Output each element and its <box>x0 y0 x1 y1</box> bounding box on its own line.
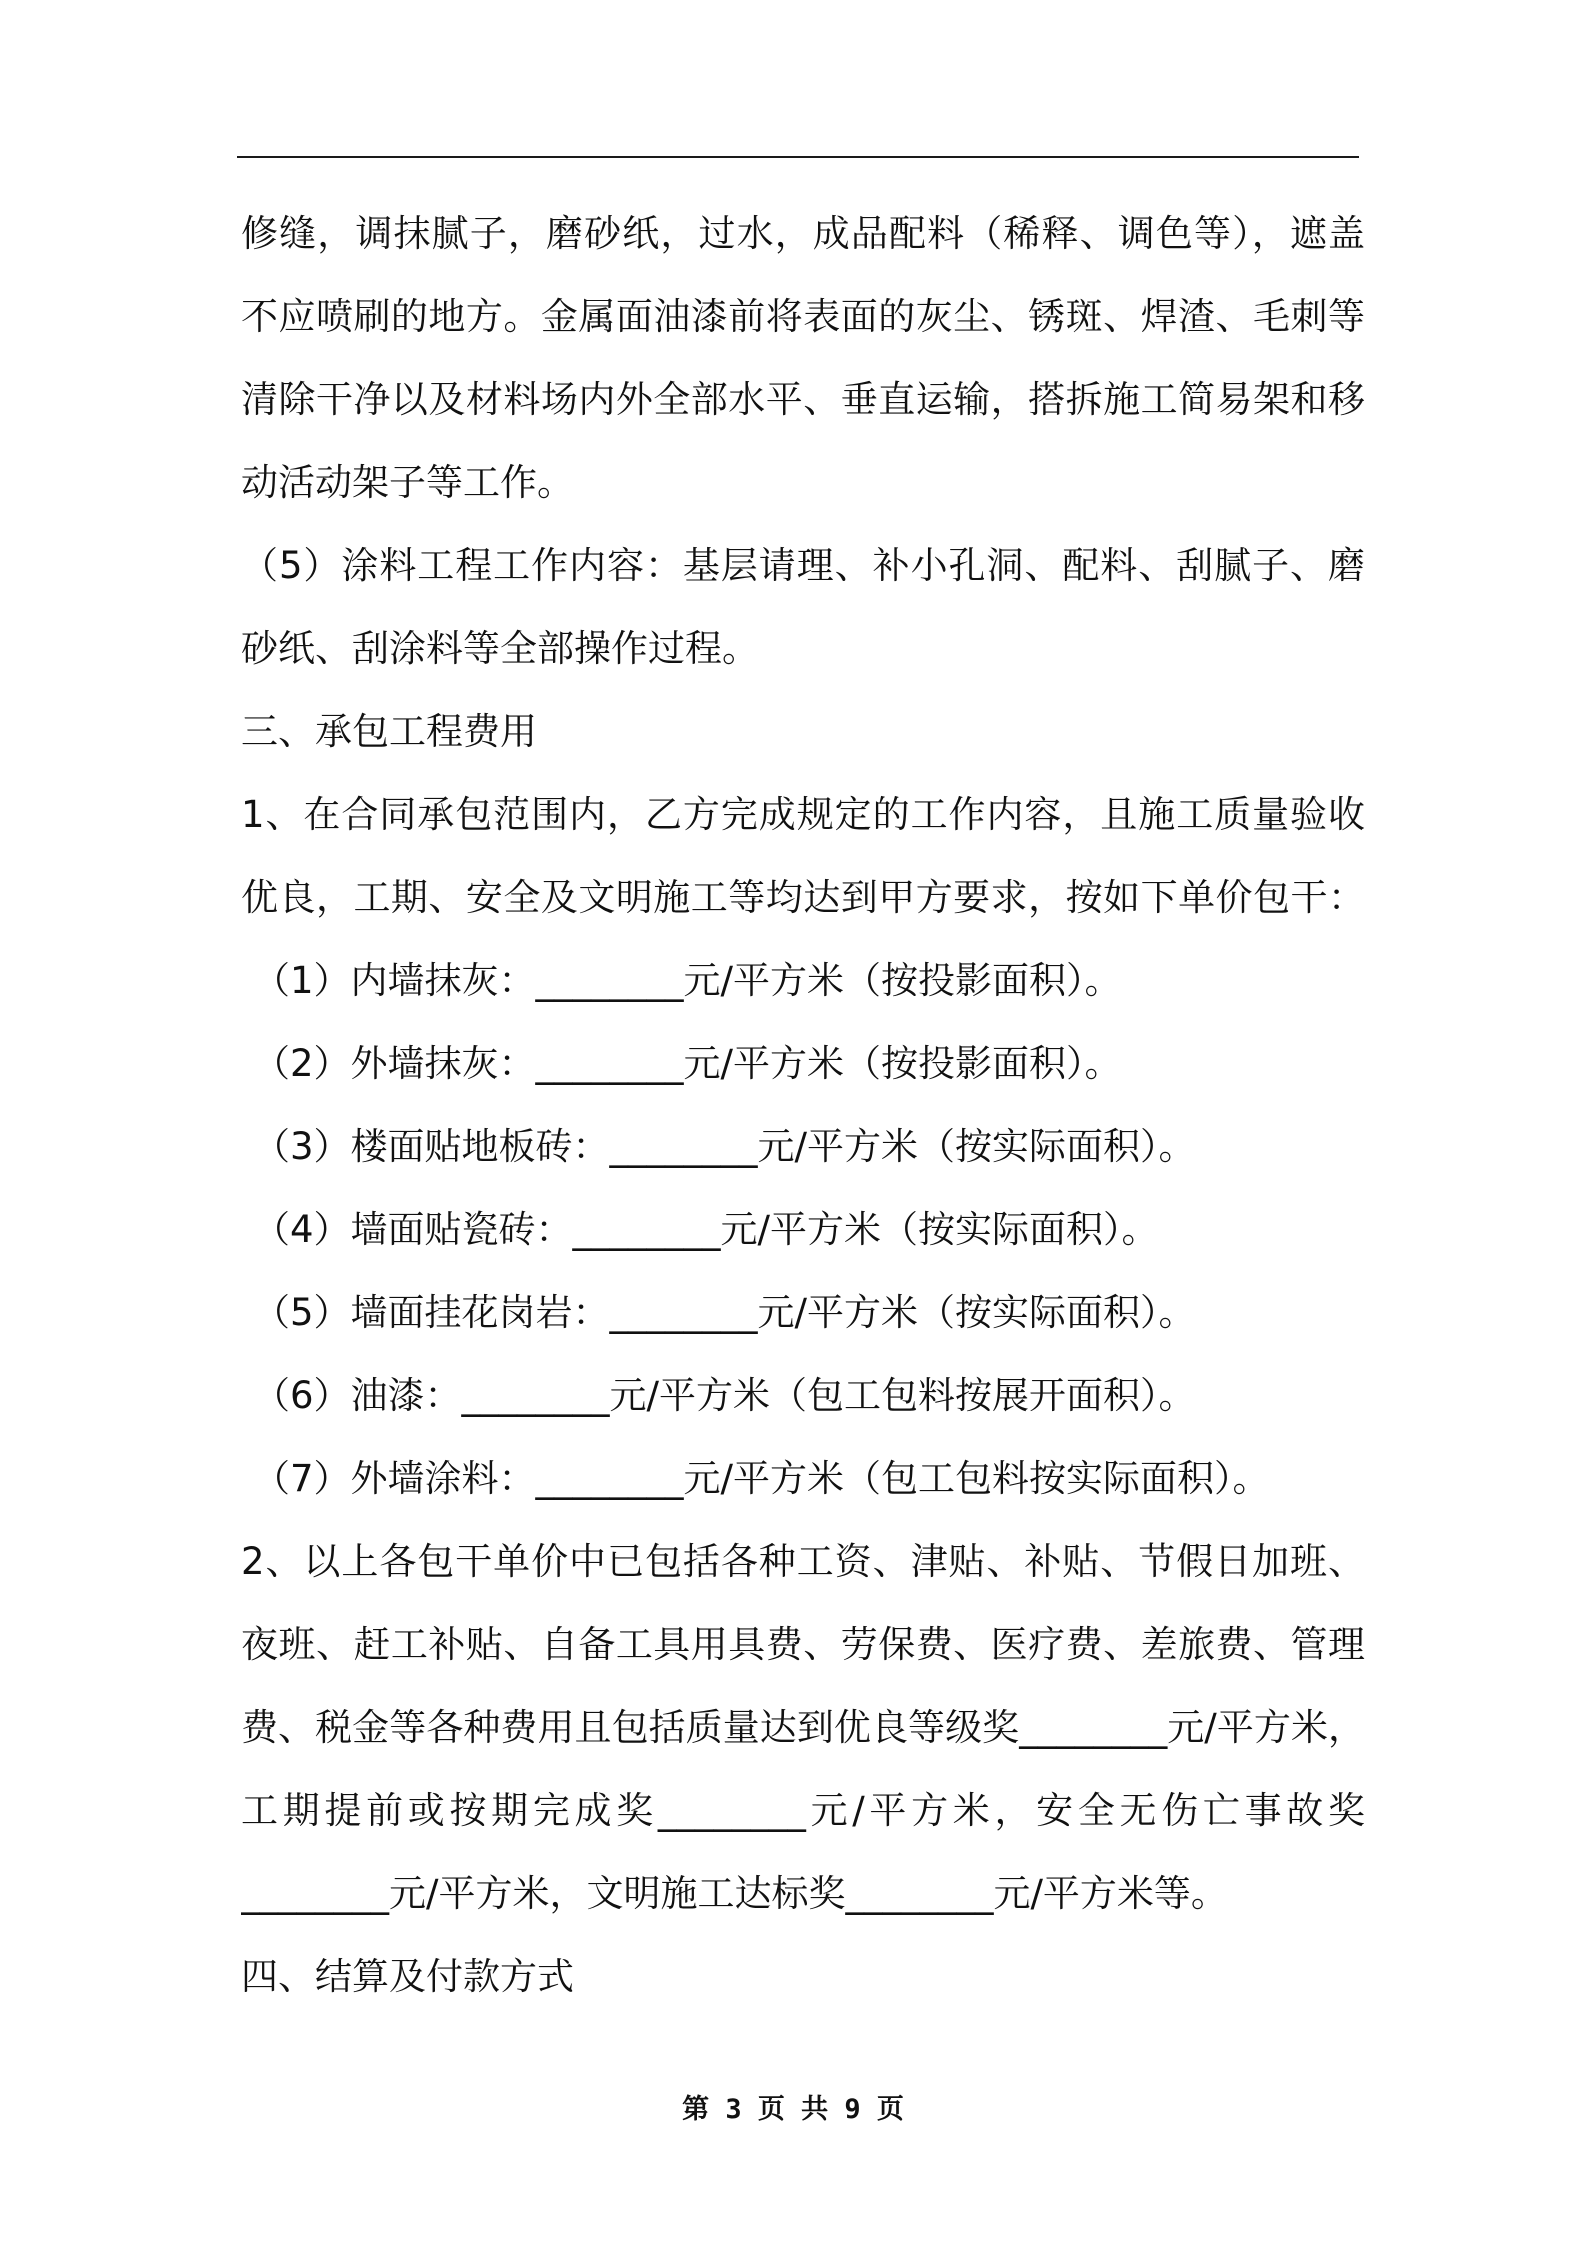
page-number-footer: 第 3 页 共 9 页 <box>682 2094 904 2125</box>
price-item: （5）墙面挂花岗岩：________元/平方米（按实际面积）。 <box>253 1291 1196 1334</box>
price-item: （3）楼面贴地板砖：________元/平方米（按实际面积）。 <box>253 1125 1196 1168</box>
paragraph-line: 砂纸、刮涂料等全部操作过程。 <box>241 627 759 670</box>
paragraph-line: 修缝，调抹腻子，磨砂纸，过水，成品配料（稀释、调色等），遮盖 <box>241 212 1365 255</box>
paragraph-line: 夜班、赶工补贴、自备工具用具费、劳保费、医疗费、差旅费、管理 <box>241 1623 1365 1666</box>
section-heading: 四、结算及付款方式 <box>241 1955 574 1998</box>
price-item: （1）内墙抹灰：________元/平方米（按投影面积）。 <box>253 959 1122 1002</box>
header-rule <box>237 156 1359 158</box>
price-item: （6）油漆：________元/平方米（包工包料按展开面积）。 <box>253 1374 1196 1417</box>
paragraph-line: 清除干净以及材料场内外全部水平、垂直运输，搭拆施工简易架和移 <box>241 378 1365 421</box>
paragraph-line: 工期提前或按期完成奖________元/平方米，安全无伤亡事故奖 <box>241 1789 1365 1832</box>
paragraph-line: 费、税金等各种费用且包括质量达到优良等级奖________元/平方米， <box>241 1706 1365 1749</box>
paragraph-line: 动活动架子等工作。 <box>241 461 574 504</box>
paragraph-line: 2、以上各包干单价中已包括各种工资、津贴、补贴、节假日加班、 <box>241 1540 1365 1583</box>
section-heading: 三、承包工程费用 <box>241 710 537 753</box>
paragraph-line: 1、在合同承包范围内，乙方完成规定的工作内容，且施工质量验收 <box>241 793 1365 836</box>
price-item: （4）墙面贴瓷砖：________元/平方米（按实际面积）。 <box>253 1208 1159 1251</box>
paragraph-line: 优良，工期、安全及文明施工等均达到甲方要求，按如下单价包干： <box>241 876 1365 919</box>
paragraph-line: （5）涂料工程工作内容：基层请理、补小孔洞、配料、刮腻子、磨 <box>241 544 1365 587</box>
document-body <box>241 192 1365 2018</box>
paragraph-line: ________元/平方米，文明施工达标奖________元/平方米等。 <box>241 1872 1228 1915</box>
price-item: （7）外墙涂料：________元/平方米（包工包料按实际面积）。 <box>253 1457 1270 1500</box>
price-item: （2）外墙抹灰：________元/平方米（按投影面积）。 <box>253 1042 1122 1085</box>
paragraph-line: 不应喷刷的地方。金属面油漆前将表面的灰尘、锈斑、焊渣、毛刺等 <box>241 295 1365 338</box>
